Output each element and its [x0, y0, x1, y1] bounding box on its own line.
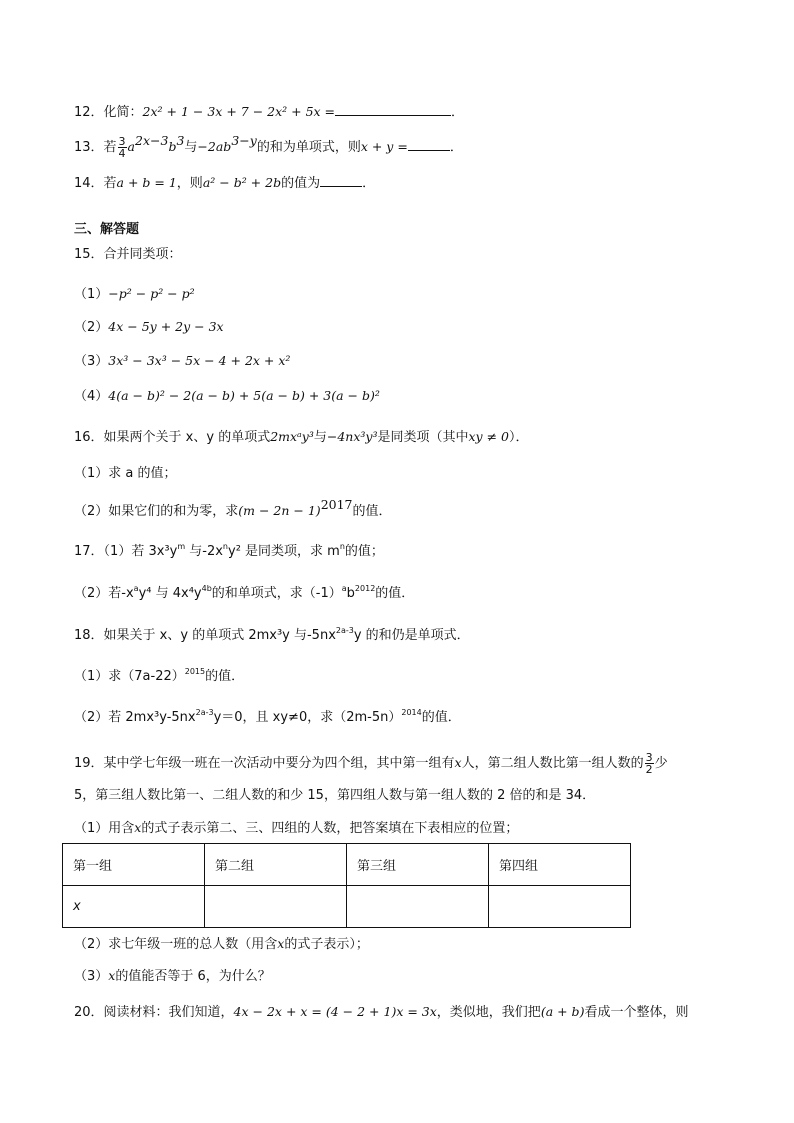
question-19-part-2: （2）求七年级一班的总人数（用含x的式子表示）； [74, 936, 369, 952]
table-cell-answer[interactable] [489, 886, 631, 928]
question-19-line-2: 5，第三组人数比第一、二组人数的和少 15，第四组人数与第一组人数的 2 倍的和是 34． [74, 788, 596, 803]
answer-blank[interactable] [335, 103, 451, 116]
answer-blank[interactable] [408, 138, 450, 151]
question-13: 13．若 $\frac{3}{4}$ $a^{2x-3}b^3$与$-2ab^{3-y}$的和为单项式，则x + y = ． [74, 133, 463, 160]
question-17-part-2: （2）若$-x^ay^4$ 与 $4x^4y^{4b}$的和单项式，求$(-1)^ab^{2012}$的值． [74, 584, 415, 601]
table-header-cell: 第一组 [63, 844, 205, 886]
table-cell-answer[interactable] [347, 886, 489, 928]
question-18-part-1: （1）求$(7a-22)^{2015}$的值． [74, 667, 245, 684]
question-15-title: 15．合并同类项： [74, 247, 182, 262]
question-15-item-2: （2）4x − 5y + 2y − 3x [74, 319, 224, 335]
question-14: 14．若a + b = 1，则a² − b² + 2b的值为 ． [74, 175, 376, 191]
question-17-part-1: 17．（1）若 $3x^3y^m$ 与$-2x^ny^2$ 是同类项，求 $m^n$的值； [74, 542, 384, 559]
question-12: 12．化简：2x² + 1 − 3x + 7 − 2x² + 5x = ． [74, 104, 465, 120]
question-15-item-1: （1）−p² − p² − p² [74, 286, 195, 302]
table-header-cell: 第三组 [347, 844, 489, 886]
question-19-line-1: 19．某中学七年级一班在一次活动中要分为四个组，其中第一组有x人，第二组人数比第一组人数的 $\frac{3}{2}$ 少 [74, 751, 668, 776]
table-header-cell: 第四组 [489, 844, 631, 886]
fraction: $\frac{3}{2}$ [645, 751, 653, 776]
question-18-part-2: （2）若 $2mx^3y-5nx^{2a-3}y=0$，且 xy≠0，求$(2m-5n)^{2014}$的值． [74, 708, 461, 725]
table-cell: x [63, 886, 205, 928]
question-16-part-2: （2）如果它们的和为零，求$(m - 2n - 1)^{2017}$的值． [74, 497, 392, 519]
question-19-part-1: （1）用含x的式子表示第二、三、四组的人数，把答案填在下表相应的位置； [74, 820, 519, 836]
table-cell-answer[interactable] [205, 886, 347, 928]
section-title: 三、解答题 [74, 222, 140, 237]
table-header-cell: 第二组 [205, 844, 347, 886]
question-20: 20．阅读材料：我们知道，4x − 2x + x = (4 − 2 + 1)x = 3x，类似地，我们把(a + b)看成一个整体，则 [74, 1004, 689, 1020]
table-header-row [63, 844, 631, 886]
question-18: 18．如果关于 x、y 的单项式 2mx³y 与$-5nx^{2a-3}y$ 的和仍是单项式． [74, 626, 470, 643]
question-16: 16．如果两个关于 x、y 的单项式2mxᵃy³与−4nx³y³是同类项（其中xy ≠ 0）． [74, 429, 529, 445]
question-15-item-4: （4）4(a − b)² − 2(a − b) + 5(a − b) + 3(a − b)² [74, 388, 380, 404]
groups-table [62, 843, 631, 928]
question-16-part-1: （1）求 a 的值； [74, 466, 177, 481]
table-row [63, 886, 631, 928]
fraction: $\frac{3}{4}$ [118, 135, 126, 160]
answer-blank[interactable] [320, 174, 362, 187]
question-15-item-3: （3）3x³ − 3x³ − 5x − 4 + 2x + x² [74, 353, 291, 369]
question-19-part-3: （3）x的值能否等于 6，为什么？ [74, 968, 271, 984]
